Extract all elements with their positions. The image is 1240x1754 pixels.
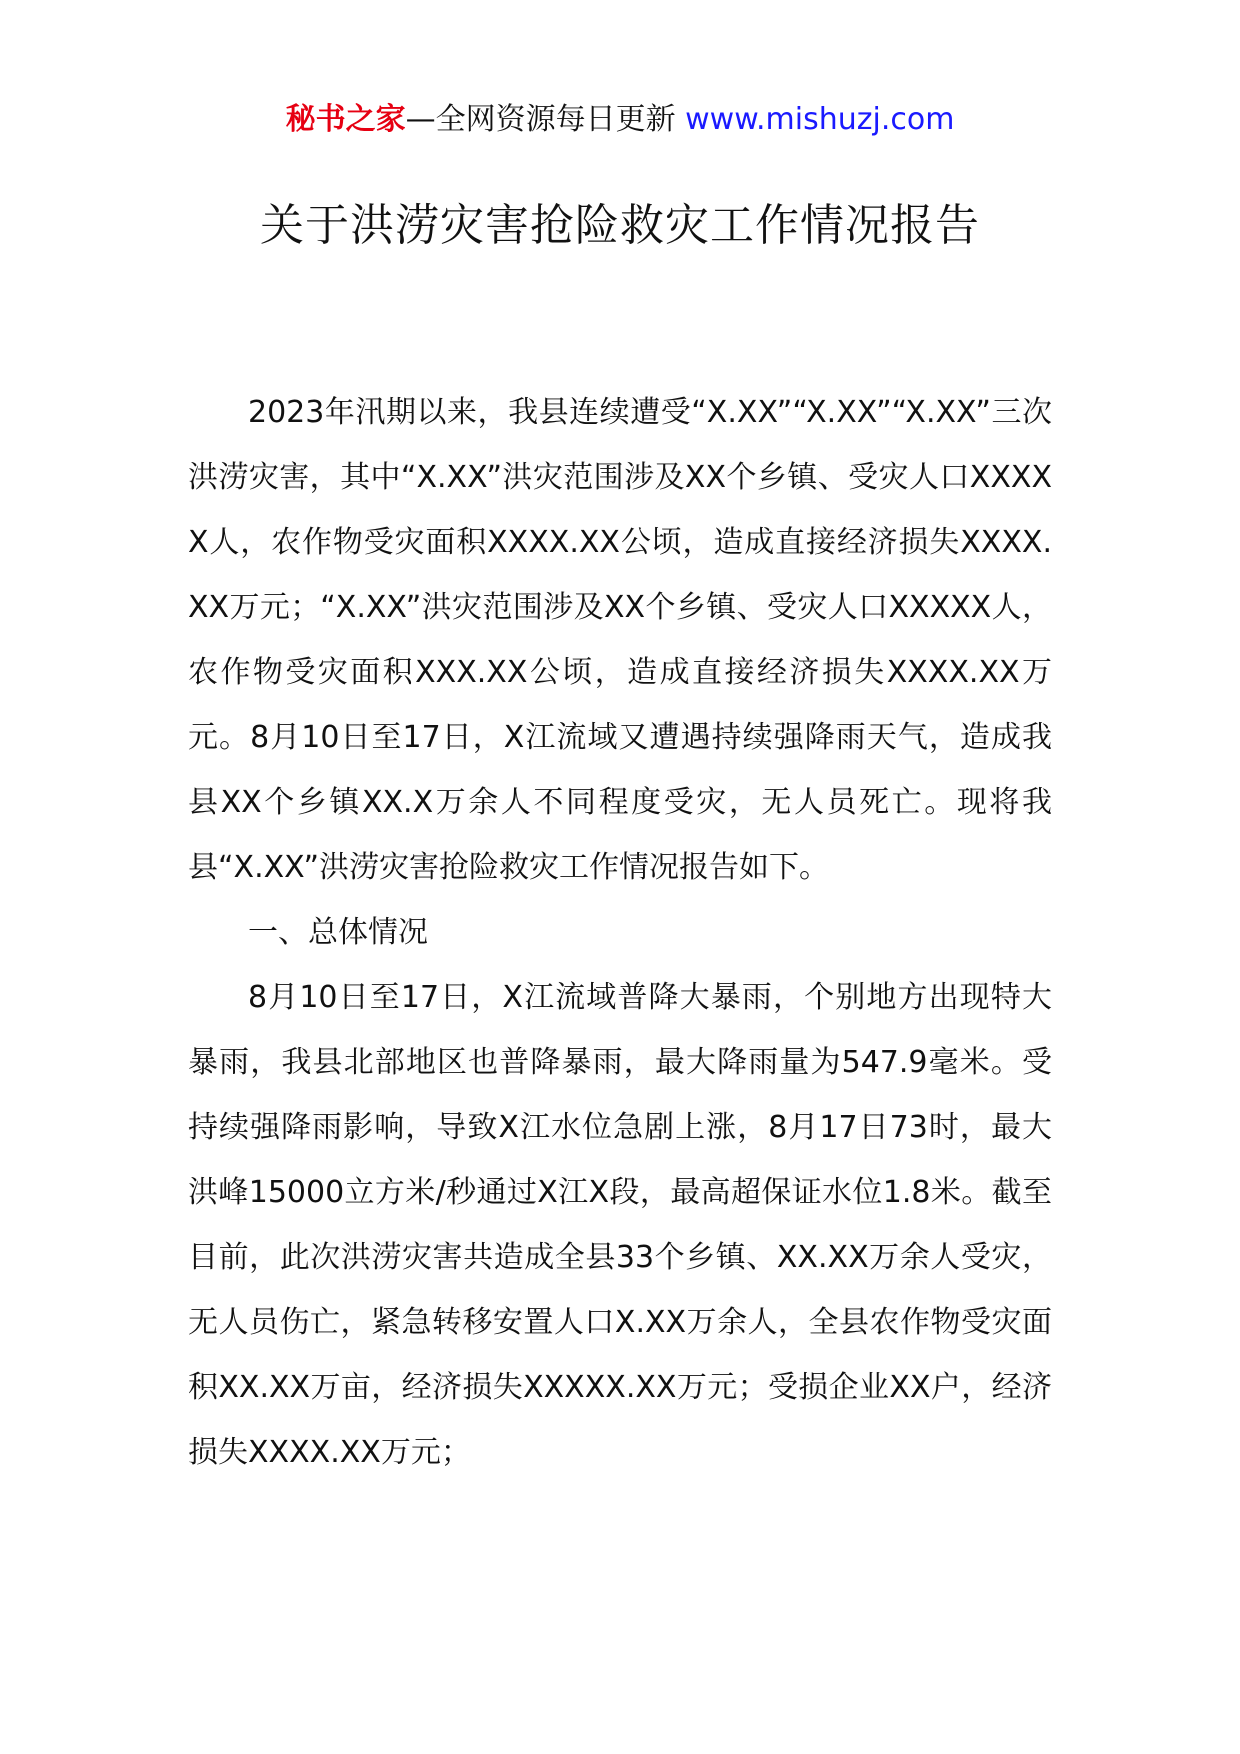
header-tagline: —全网资源每日更新 <box>405 102 686 137</box>
intro-paragraph: 2023年汛期以来，我县连续遭受“X.XX”“X.XX”“X.XX”三次洪涝灾害，其中“X.XX”洪灾范围涉及XX个乡镇、受灾人口XXXXX人，农作物受灾面积XXXX.XX公顷，造成直接经济损失XXXX.XX万元；“X.XX”洪灾范围涉及XX个乡镇、受灾人口XXXXX人，农作物受灾面积XXX.XX公顷，造成直接经济损失XXXX.XX万元。8月10日至17日，X江流域又遭遇持续强降雨天气，造成我县XX个乡镇XX.X万余人不同程度受灾，无人员死亡。现将我县“X.XX”洪涝灾害抢险救灾工作情况报告如下。 <box>188 395 1052 885</box>
brand-name: 秘书之家 <box>285 102 406 137</box>
document-title: 关于洪涝灾害抢险救灾工作情况报告 <box>260 200 980 251</box>
document-body <box>188 380 1052 1485</box>
site-header <box>0 100 1240 140</box>
site-url-link[interactable]: www.mishuzj.com <box>685 102 955 137</box>
section-heading-overview: 一、总体情况 <box>248 915 428 950</box>
overview-paragraph: 8月10日至17日，X江流域普降大暴雨，个别地方出现特大暴雨，我县北部地区也普降暴雨，最大降雨量为547.9毫米。受持续强降雨影响，导致X江水位急剧上涨，8月17日73时，最大洪峰15000立方米/秒通过X江X段，最高超保证水位1.8米。截至目前，此次洪涝灾害共造成全县33个乡镇、XX.XX万余人受灾，无人员伤亡，紧急转移安置人口X.XX万余人，全县农作物受灾面积XX.XX万亩，经济损失XXXXX.XX万元；受损企业XX户，经济损失XXXX.XX万元； <box>188 980 1052 1470</box>
